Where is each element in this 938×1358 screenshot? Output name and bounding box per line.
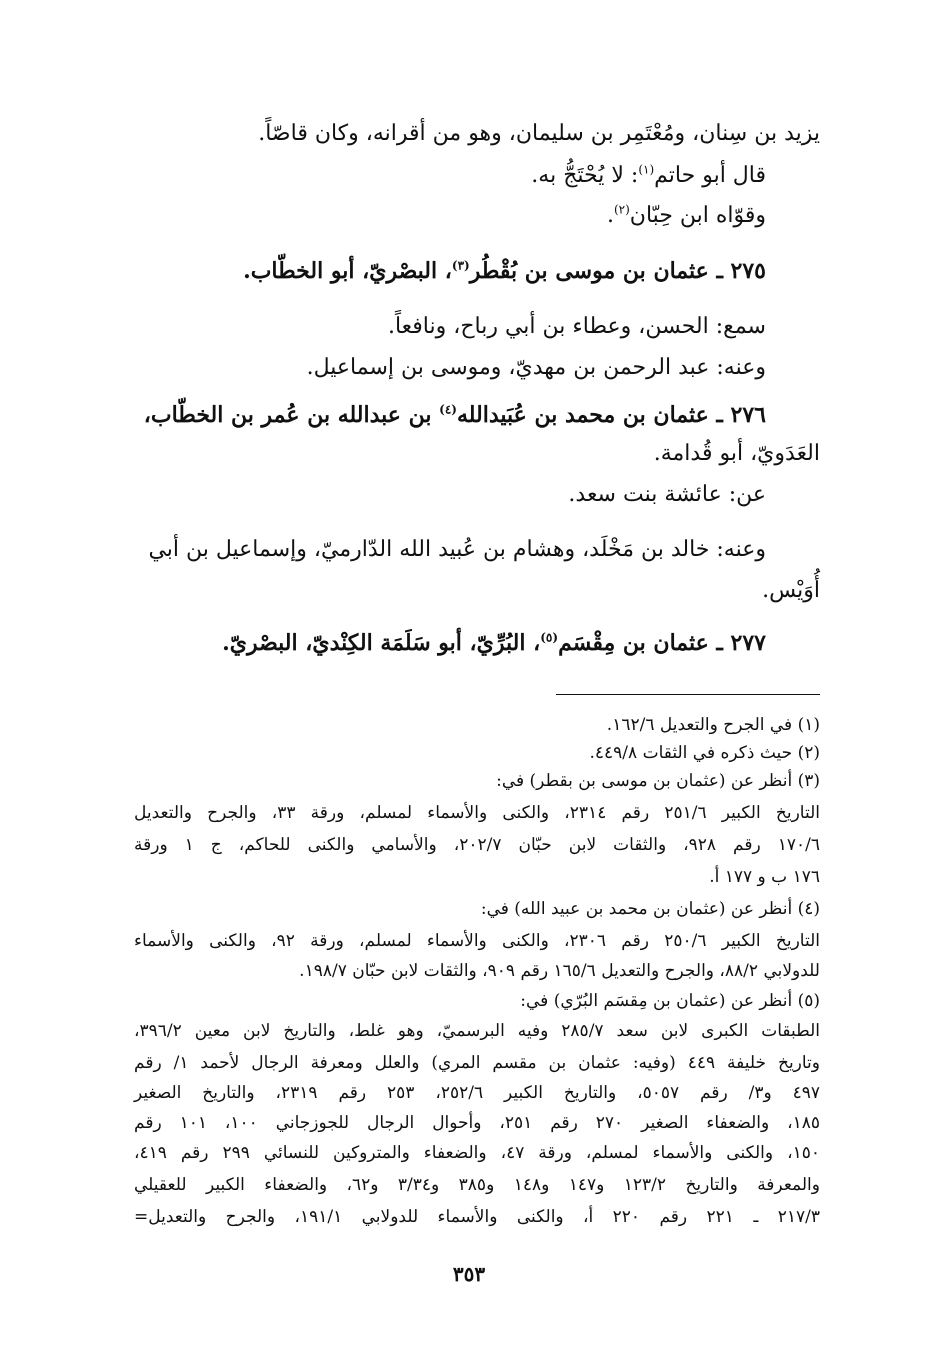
footnote-4-heading: (٤) أنظر عن (عثمان بن محمد بن عبيد الله) في: bbox=[480, 899, 820, 919]
footnote-3-line: ١٧٠/٦ رقم ٩٢٨، والثقات لابن حبّان ٢٠٢/٧، والأسامي والكنى للحاكم، ج ١ ورقة bbox=[134, 835, 820, 855]
footnote-5-line: الطبقات الكبرى لابن سعد ٢٨٥/٧ وفيه البرسميّ، وهو غلط، والتاريخ لابن معين ٣٩٦/٢، bbox=[134, 1021, 820, 1041]
text-line: العَدَويّ، أبو قُدامة. bbox=[653, 441, 820, 466]
text-line: وعنه: خالد بن مَخْلَد، وهشام بن عُبيد الله الدّارميّ، وإسماعيل بن أبي bbox=[148, 537, 766, 562]
footnote-3-line: التاريخ الكبير ٢٥١/٦ رقم ٢٣١٤، والكنى والأسماء لمسلم، ورقة ٣٣، والجرح والتعديل bbox=[134, 803, 820, 823]
footnote-marker[interactable]: (٢) bbox=[613, 202, 630, 217]
footnote-marker[interactable]: (١) bbox=[638, 162, 655, 177]
footnote-4-line: للدولابي ٨٨/٢، والجرح والتعديل ١٦٥/٦ رقم ٩٠٩، والثقات لابن حبّان ١٩٨/٧. bbox=[299, 961, 820, 981]
footnote-marker[interactable]: (٤) bbox=[439, 402, 457, 417]
footnote-3-line: ١٧٦ ب و ١٧٧ أ. bbox=[709, 867, 820, 887]
footnote-1: (١) في الجرح والتعديل ١٦٢/٦. bbox=[606, 715, 820, 735]
text-line: سمع: الحسن، وعطاء بن أبي رباح، ونافعاً. bbox=[387, 314, 766, 339]
entry-heading-275: ٢٧٥ ـ عثمان بن موسى بن بُقْطُر$^{(٣)}$، البصْريّ، أبو الخطّاب. bbox=[243, 258, 766, 284]
text-line: عن: عائشة بنت سعد. bbox=[568, 482, 766, 507]
footnote-5-line: ٤٩٧ و٣/ رقم ٥٠٥٧، والتاريخ الكبير ٢٥٢/٦، ٢٥٣ رقم ٢٣١٩، والتاريخ الصغير bbox=[134, 1083, 821, 1103]
text-line: يزيد بن سِنان، ومُعْتَمِر بن سليمان، وهو من أقرانه، وكان قاصّاً. bbox=[258, 121, 820, 146]
footnote-5-line: ١٨٥، والضعفاء الصغير ٢٧٠ رقم ٢٥١، وأحوال الرجال للجوزجاني ١٠٠، ١٠١ رقم bbox=[134, 1113, 820, 1133]
text-line: قال أبو حاتم$^{(١)}$: لا يُحْتَجُّ به. bbox=[531, 162, 766, 188]
entry-heading-276: ٢٧٦ ـ عثمان بن محمد بن عُبَيدالله$^{(٤)}$ بن عبدالله بن عُمر بن الخطّاب، bbox=[143, 402, 766, 428]
page-number: ٣٥٣ bbox=[452, 1262, 486, 1286]
footnote-5-line: وتاريخ خليفة ٤٤٩ (وفيه: عثمان بن مقسم المري) والعلل ومعرفة الرجال لأحمد ١/ رقم bbox=[134, 1053, 821, 1073]
footnote-3-heading: (٣) أنظر عن (عثمان بن موسى بن بقطر) في: bbox=[496, 771, 820, 791]
footnote-4-line: التاريخ الكبير ٢٥٠/٦ رقم ٢٣٠٦، والكنى والأسماء لمسلم، ورقة ٩٢، والكنى والأسماء bbox=[134, 931, 821, 951]
entry-heading-277: ٢٧٧ ـ عثمان بن مِقْسَم$^{(٥)}$، البُرِّيّ، أبو سَلَمَة الكِنْديّ، البصْريّ. bbox=[222, 630, 766, 656]
footnote-5-heading: (٥) أنظر عن (عثمان بن مِقسَم البُرّي) في: bbox=[520, 991, 820, 1011]
footnote-marker[interactable]: (٥) bbox=[540, 630, 559, 645]
footnote-marker[interactable]: (٣) bbox=[451, 258, 470, 273]
text-line: وقوّاه ابن حِبّان$^{(٢)}$. bbox=[606, 202, 766, 228]
footnote-separator bbox=[556, 694, 820, 695]
text-line: وعنه: عبد الرحمن بن مهديّ، وموسى بن إسماعيل. bbox=[306, 355, 766, 380]
footnote-5-line: ١٥٠، والكنى والأسماء لمسلم، ورقة ٤٧، والضعفاء والمتروكين للنسائي ٢٩٩ رقم ٤١٩، bbox=[134, 1143, 820, 1163]
footnote-5-line: والمعرفة والتاريخ ١٢٣/٢ و١٤٧ و١٤٨ و٣٨٥ و٣/٣٤ و٦٢، والضعفاء الكبير للعقيلي bbox=[134, 1175, 820, 1195]
footnote-5-line: ٢١٧/٣ ـ ٢٢١ رقم ٢٢٠ أ، والكنى والأسماء للدولابي ١٩١/١، والجرح والتعديل= bbox=[134, 1207, 820, 1227]
footnote-2: (٢) حيث ذكره في الثقات ٤٤٩/٨. bbox=[589, 743, 820, 763]
text-line: أُوَيْس. bbox=[762, 578, 820, 603]
